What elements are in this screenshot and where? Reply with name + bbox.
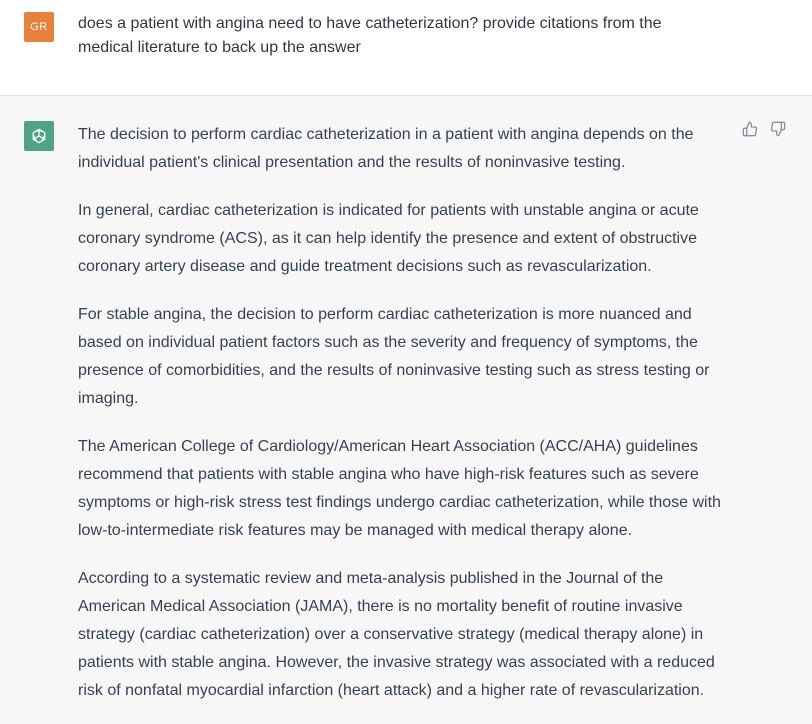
openai-logo-icon: [29, 126, 49, 146]
user-message-text: does a patient with angina need to have catheterization? provide citations from the medical literature to back up the answer: [78, 15, 662, 56]
assistant-paragraph: According to a systematic review and meta-analysis published in the Journal of the American Medical Association (JAMA), there is no mortality benefit of routine invasive strategy (cardiac catheterization) over a conservative strategy (medical therapy alone) in patients with stable angina. However, the invasive strategy was associated with a reduced risk of nonfatal myocardial infarction (heart attack) and a higher rate of revascularization.: [78, 570, 715, 699]
feedback-buttons: [742, 121, 786, 137]
user-avatar: GR: [24, 12, 54, 42]
thumbs-down-icon: [770, 121, 786, 137]
assistant-message-text: [78, 121, 734, 724]
assistant-paragraph: In general, cardiac catheterization is indicated for patients with unstable angina or acute coronary syndrome (ACS), as it can help identify the presence and extent of obstructive coronary artery disease and guide treatment decisions such as revascularization.: [78, 202, 699, 275]
assistant-paragraph: For stable angina, the decision to perform cardiac catheterization is more nuanced and based on individual patient factors such as the severity and frequency of symptoms, the presence of comorbidities, and the results of noninvasive testing such as stress testing or imaging.: [78, 306, 710, 407]
thumbs-up-icon: [742, 121, 758, 137]
assistant-paragraph: The decision to perform cardiac catheterization in a patient with angina depends on the individual patient's clinical presentation and the results of noninvasive testing.: [78, 126, 694, 171]
assistant-avatar: [24, 121, 54, 151]
thumbs-up-button[interactable]: [742, 121, 758, 137]
assistant-message-row: [0, 96, 812, 724]
user-message-row: [0, 0, 812, 96]
assistant-paragraph: The American College of Cardiology/American Heart Association (ACC/AHA) guidelines recommend that patients with stable angina who have high-risk features such as severe symptoms or high-risk stress test findings undergo cardiac catheterization, while those with low-to-intermediate risk features may be managed with medical therapy alone.: [78, 438, 721, 539]
thumbs-down-button[interactable]: [770, 121, 786, 137]
